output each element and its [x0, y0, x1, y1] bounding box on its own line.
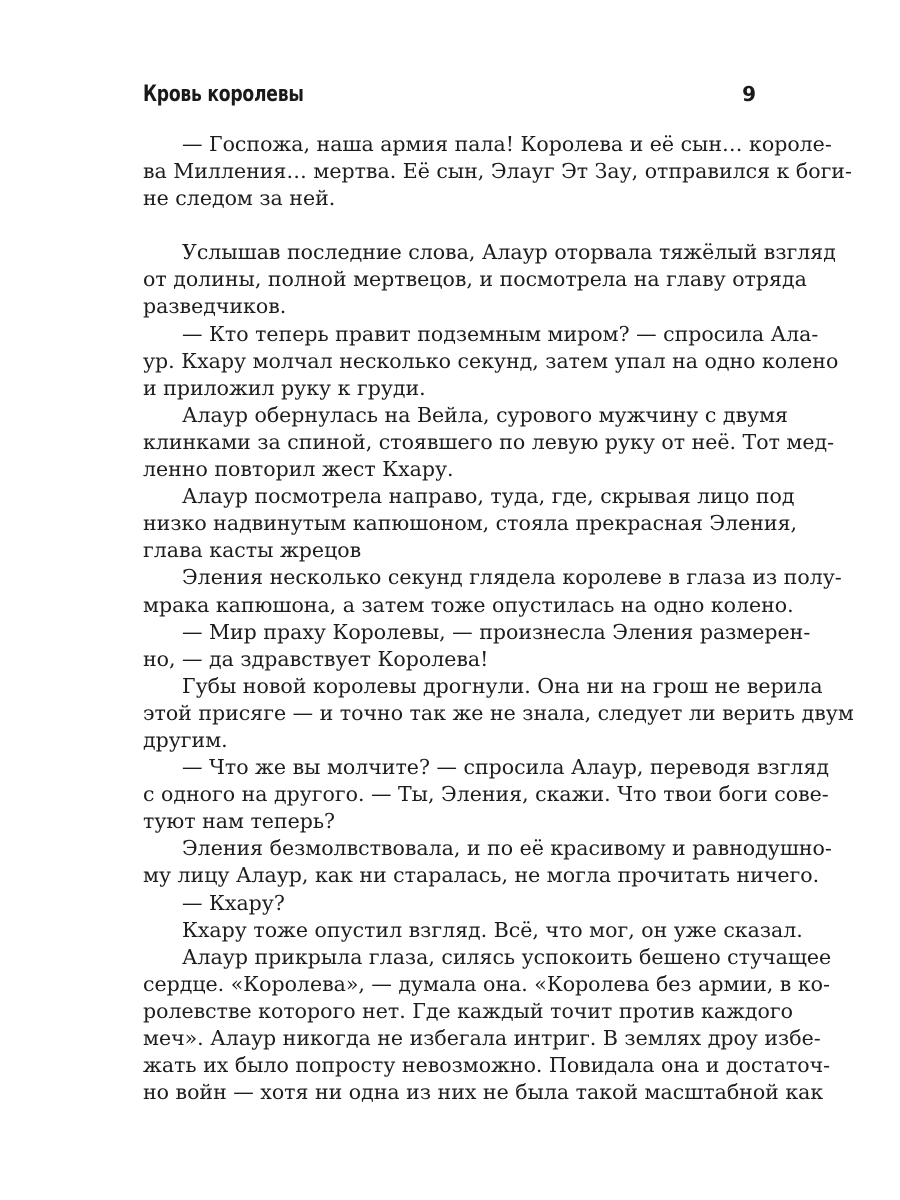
text-line: сердце. «Королева», — думала она. «Королева без армии, в ко- — [143, 971, 830, 996]
text-line: — Госпожа, наша армия пала! Королева и её сын… короле- — [182, 132, 832, 156]
paragraph — [143, 483, 798, 564]
text-line: разведчиков. — [143, 294, 287, 319]
text-line: этой присяге — и точно так же не знала, следует ли верить двум — [143, 700, 854, 725]
paragraph — [143, 754, 830, 835]
text-line: — Кто теперь правит подземным миром? — спросила Ала- — [182, 321, 819, 346]
text-line: Алаур прикрыла глаза, силясь успокоить бешено стучащее — [182, 944, 832, 969]
text-line: Услышав последние слова, Алаур оторвала тяжёлый взгляд — [182, 240, 836, 265]
text-line: и приложил руку к груди. — [143, 375, 426, 400]
text-line: му лицу Алаур, как ни старалась, не могла прочитать ничего. — [143, 863, 820, 888]
text-line: но войн — хотя ни одна из них не была такой масштабной как — [143, 1080, 824, 1105]
text-line: с одного на другого. — Ты, Эления, скажи. Что твои боги сове- — [143, 782, 829, 807]
page-number: 9 — [742, 82, 756, 106]
text-line: Алаур посмотрела направо, туда, где, скрывая лицо под — [182, 484, 795, 509]
text-line: Кхару тоже опустил взгляд. Всё, что мог, он уже сказал. — [182, 917, 803, 942]
text-line: глава касты жрецов — [143, 538, 362, 563]
text-line: Эления несколько секунд глядела королеве в глаза из полу- — [182, 565, 842, 590]
paragraph — [143, 944, 832, 1107]
text-line: клинками за спиной, стоявшего по левую руку от неё. Тот мед- — [143, 429, 835, 454]
text-line: Алаур обернулась на Вейла, сурового мужчину с двумя — [182, 402, 788, 427]
paragraph — [143, 619, 811, 673]
text-line: от долины, полной мертвецов, и посмотрела на главу отряда — [143, 267, 807, 292]
text-line: ва Миллeния… мертва. Её сын, Элауг Эт Зау, отправился к боги- — [143, 159, 852, 184]
text-line: не следом за ней. — [143, 186, 336, 211]
paragraph — [143, 321, 839, 402]
text-line: другим. — [143, 727, 228, 752]
text-line: мрака капюшона, а затем тоже опустилась на одно колено. — [143, 592, 794, 617]
text-line: Губы новой королевы дрогнули. Она ни на грош не верила — [182, 673, 823, 698]
text-line: — Что же вы молчите? — спросила Алаур, переводя взгляд — [182, 755, 830, 780]
paragraph — [143, 564, 842, 618]
paragraph — [143, 402, 835, 483]
paragraph — [143, 890, 759, 917]
text-line: — Мир праху Королевы, — произнесла Эления размерен- — [182, 619, 811, 644]
body-text — [143, 131, 854, 1106]
paragraph — [143, 239, 836, 320]
text-line: ур. Кхару молчал несколько секунд, затем упал на одно колено — [143, 348, 839, 373]
paragraph — [143, 917, 803, 944]
text-line: низко надвинутым капюшоном, стояла прекрасная Эления, — [143, 511, 798, 536]
text-line: Эления безмолвствовала, и по её красивому и равнодушно- — [182, 836, 832, 861]
text-line: меч». Алаур никогда не избегала интриг. В землях дроу избе- — [143, 1026, 821, 1050]
text-line: — Кхару? — [182, 890, 285, 915]
text-line: туют нам теперь? — [143, 809, 335, 834]
paragraph — [143, 131, 852, 212]
running-title: Кровь королевы — [143, 82, 304, 107]
paragraph — [143, 673, 854, 754]
text-line: жать их было попросту невозможно. Повидала она и достаточ- — [143, 1053, 831, 1078]
text-line: но, — да здравствует Королева! — [143, 646, 489, 671]
text-line: ленно повторил жест Кхару. — [143, 457, 454, 482]
text-line: ролевстве которого нет. Где каждый точит против каждого — [143, 998, 793, 1023]
paragraph — [143, 835, 832, 889]
